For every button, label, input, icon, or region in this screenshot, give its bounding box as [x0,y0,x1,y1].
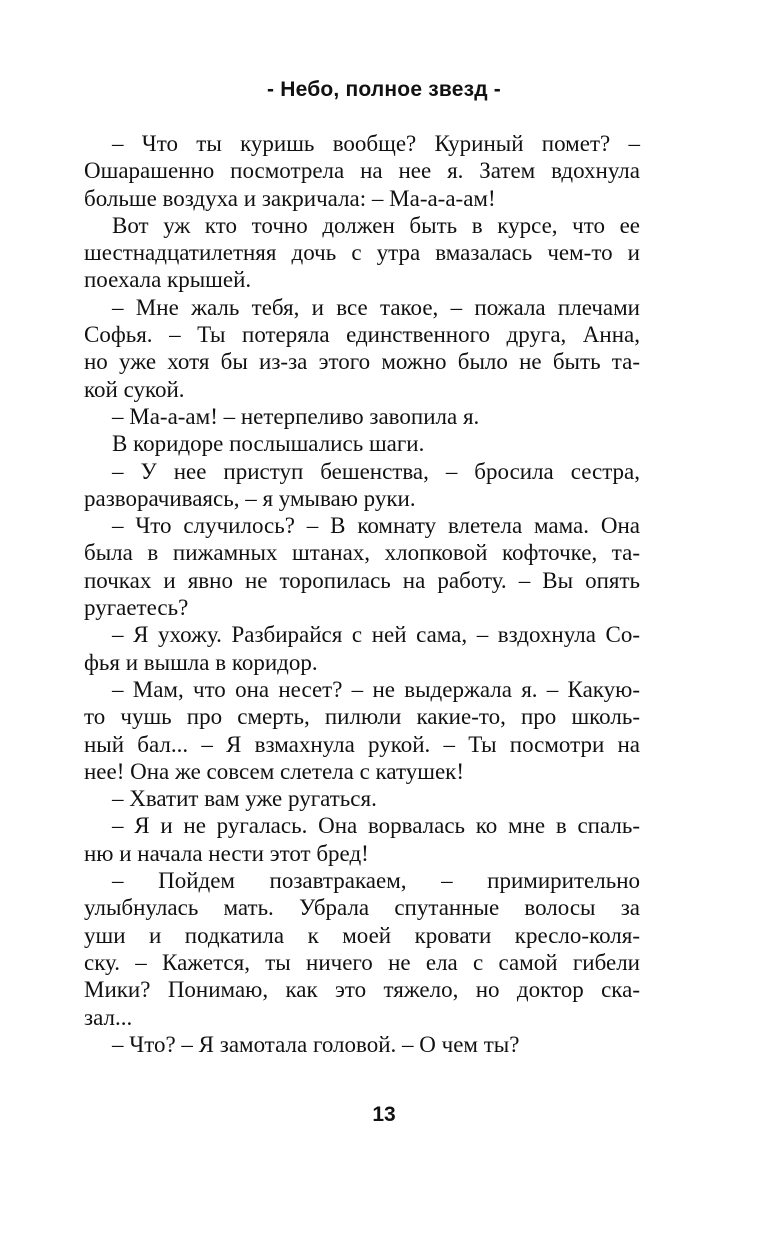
text-line: больше воздуха и закричала: – Ма-а-а-ам! [84,185,496,211]
text-line: – У нее приступ бешенства, – бросила сестра, [112,458,640,484]
text-line: Мики? Понимаю, как это тяжело, но доктор ска- [84,977,640,1003]
text-line: – Мне жаль тебя, и все такое, – пожала плечами [112,294,640,320]
body-text [84,130,640,1058]
text-line: – Ма-а-ам! – нетерпеливо завопила я. [112,403,480,429]
text-line: фья и вышла в коридор. [84,649,318,675]
text-line: – Мам, что она несет? – не выдержала я. – Какую- [112,676,640,702]
text-line: – Что случилось? – В комнату влетела мама. Она [112,513,640,539]
text-line: улыбнулась мать. Убрала спутанные волосы за [84,895,640,921]
text-line: – Что? – Я замотала головой. – О чем ты? [112,1031,520,1057]
text-line: – Я ухожу. Разбирайся с ней сама, – вздохнула Со- [112,622,640,648]
text-line: зал... [84,1004,133,1030]
text-line: – Хватит вам уже ругаться. [112,786,377,812]
text-line: ню и начала нести этот бред! [84,840,369,866]
text-line: Софья. – Ты потеряла единственного друга, Анна, [84,322,640,348]
page-number: 13 [372,1103,396,1126]
text-line: но уже хотя бы из-за этого можно было не быть та- [84,349,640,375]
text-line: поехала крышей. [84,267,252,293]
text-line: то чушь про смерть, пилюли какие-то, про школь- [84,704,640,730]
text-line: – Пойдем позавтракаем, – примирительно [112,868,640,894]
text-line: разворачиваясь, – я умываю руки. [84,485,416,511]
text-line: В коридоре послышались шаги. [112,431,425,457]
text-line: нее! Она же совсем слетела с катушек! [84,758,464,784]
text-line: ругаетесь? [84,595,189,621]
text-line: ску. – Кажется, ты ничего не ела с самой гибели [84,949,640,975]
text-line: ный бал... – Я взмахнула рукой. – Ты посмотри на [84,731,640,757]
running-title: - Небо, полное звезд - [267,78,501,101]
text-line: была в пижамных штанах, хлопковой кофточке, та- [84,540,640,566]
text-line: – Что ты куришь вообще? Куриный помет? – [112,131,640,156]
text-line: Вот уж кто точно должен быть в курсе, что ее [112,212,640,238]
text-line: почках и явно не торопилась на работу. – Вы опять [84,567,640,593]
text-line: Ошарашенно посмотрела на нее я. Затем вдохнула [84,158,640,184]
text-line: уши и подкатила к моей кровати кресло-коля- [84,922,640,948]
text-line: кой сукой. [84,376,185,402]
text-line: шестнадцатилетняя дочь с утра вмазалась чем-то и [84,240,640,266]
text-line: – Я и не ругалась. Она ворвалась ко мне в спаль- [112,813,640,839]
